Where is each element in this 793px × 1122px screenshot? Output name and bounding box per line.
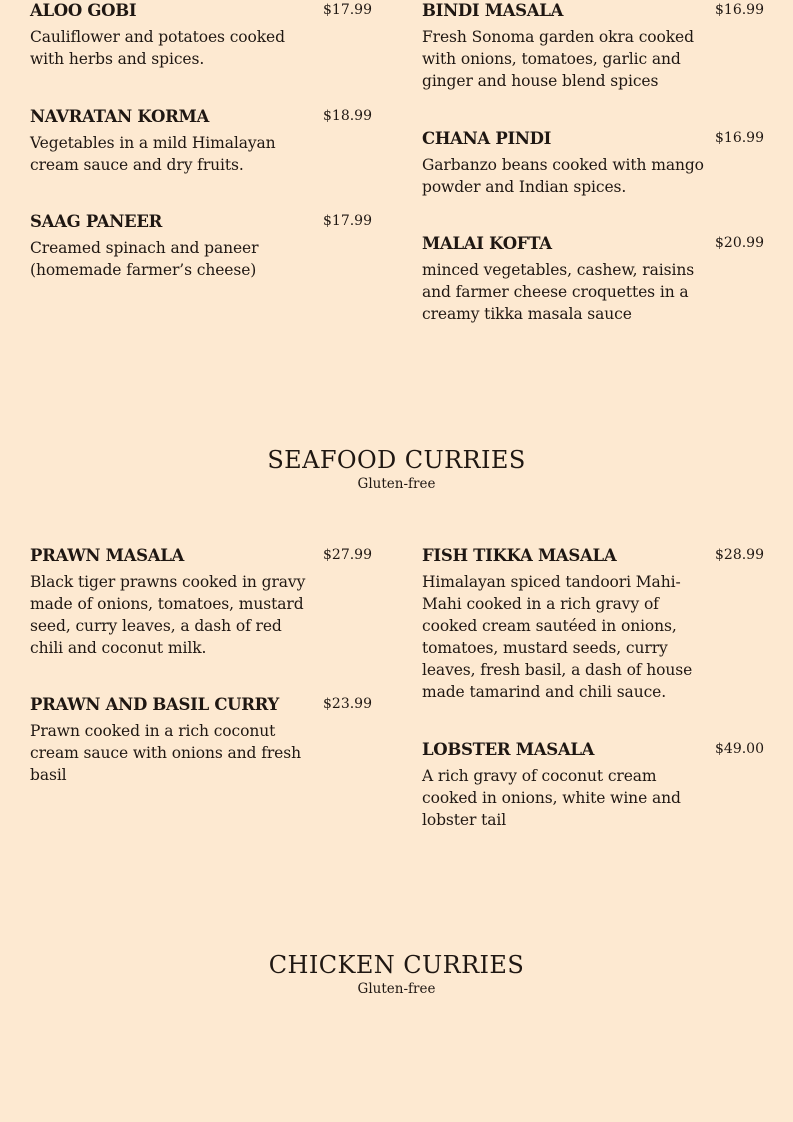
item-description: A rich gravy of coconut cream cooked in onions, white wine and lobster tail (422, 767, 681, 829)
section-title: SEAFOOD CURRIES (267, 446, 526, 474)
item-price: $23.99 (323, 696, 372, 712)
item-price: $16.99 (715, 2, 764, 18)
item-name: FISH TIKKA MASALA (422, 546, 617, 565)
menu-item-navratan-korma (30, 106, 372, 176)
item-description: Vegetables in a mild Himalayan cream sauce and dry fruits. (30, 134, 276, 174)
section-subtitle: Gluten-free (357, 476, 436, 492)
item-price: $49.00 (715, 741, 764, 757)
item-price: $16.99 (715, 130, 764, 146)
section-subtitle: Gluten-free (357, 981, 436, 997)
menu-item-prawn-and-basil-curry (30, 694, 372, 786)
item-name: LOBSTER MASALA (422, 740, 595, 759)
menu-item-bindi-masala (422, 0, 764, 92)
item-price: $27.99 (323, 547, 372, 563)
item-price: $20.99 (715, 235, 764, 251)
item-price: $28.99 (715, 547, 764, 563)
section-title: CHICKEN CURRIES (268, 951, 525, 979)
item-description: minced vegetables, cashew, raisins and farmer cheese croquettes in a creamy tikka masala sauce (422, 261, 695, 323)
item-description: Himalayan spiced tandoori Mahi-Mahi cooked in a rich gravy of cooked cream sautéed in onions, tomatoes, mustard seeds, curry leaves, fresh basil, a dash of house made tamarind and chili sauce. (422, 573, 693, 701)
item-name: BINDI MASALA (422, 1, 564, 20)
item-name: SAAG PANEER (30, 212, 163, 231)
item-name: PRAWN AND BASIL CURRY (30, 695, 280, 714)
menu-item-saag-paneer (30, 211, 372, 281)
menu-item-malai-kofta (422, 233, 764, 325)
item-name: ALOO GOBI (30, 1, 137, 20)
item-name: NAVRATAN KORMA (30, 107, 209, 126)
menu-item-chana-pindi (422, 128, 764, 198)
item-description: Garbanzo beans cooked with mango powder and Indian spices. (422, 156, 704, 196)
menu-item-aloo-gobi (30, 0, 372, 70)
item-description: Creamed spinach and paneer (homemade farmer’s cheese) (30, 239, 259, 279)
item-description: Black tiger prawns cooked in gravy made of onions, tomatoes, mustard seed, curry leaves, a dash of red chili and coconut milk. (30, 573, 306, 657)
seafood-section-header (0, 446, 793, 493)
item-name: CHANA PINDI (422, 129, 552, 148)
item-price: $18.99 (323, 108, 372, 124)
item-description: Cauliflower and potatoes cooked with herbs and spices. (30, 28, 285, 68)
item-name: PRAWN MASALA (30, 546, 185, 565)
menu-item-lobster-masala (422, 739, 764, 831)
chicken-section-header (0, 951, 793, 998)
item-price: $17.99 (323, 2, 372, 18)
menu-item-fish-tikka-masala (422, 545, 764, 703)
item-price: $17.99 (323, 213, 372, 229)
item-description: Fresh Sonoma garden okra cooked with onions, tomatoes, garlic and ginger and house blend spices (422, 28, 694, 90)
menu-item-prawn-masala (30, 545, 372, 659)
item-description: Prawn cooked in a rich coconut cream sauce with onions and fresh basil (30, 722, 301, 784)
item-name: MALAI KOFTA (422, 234, 552, 253)
